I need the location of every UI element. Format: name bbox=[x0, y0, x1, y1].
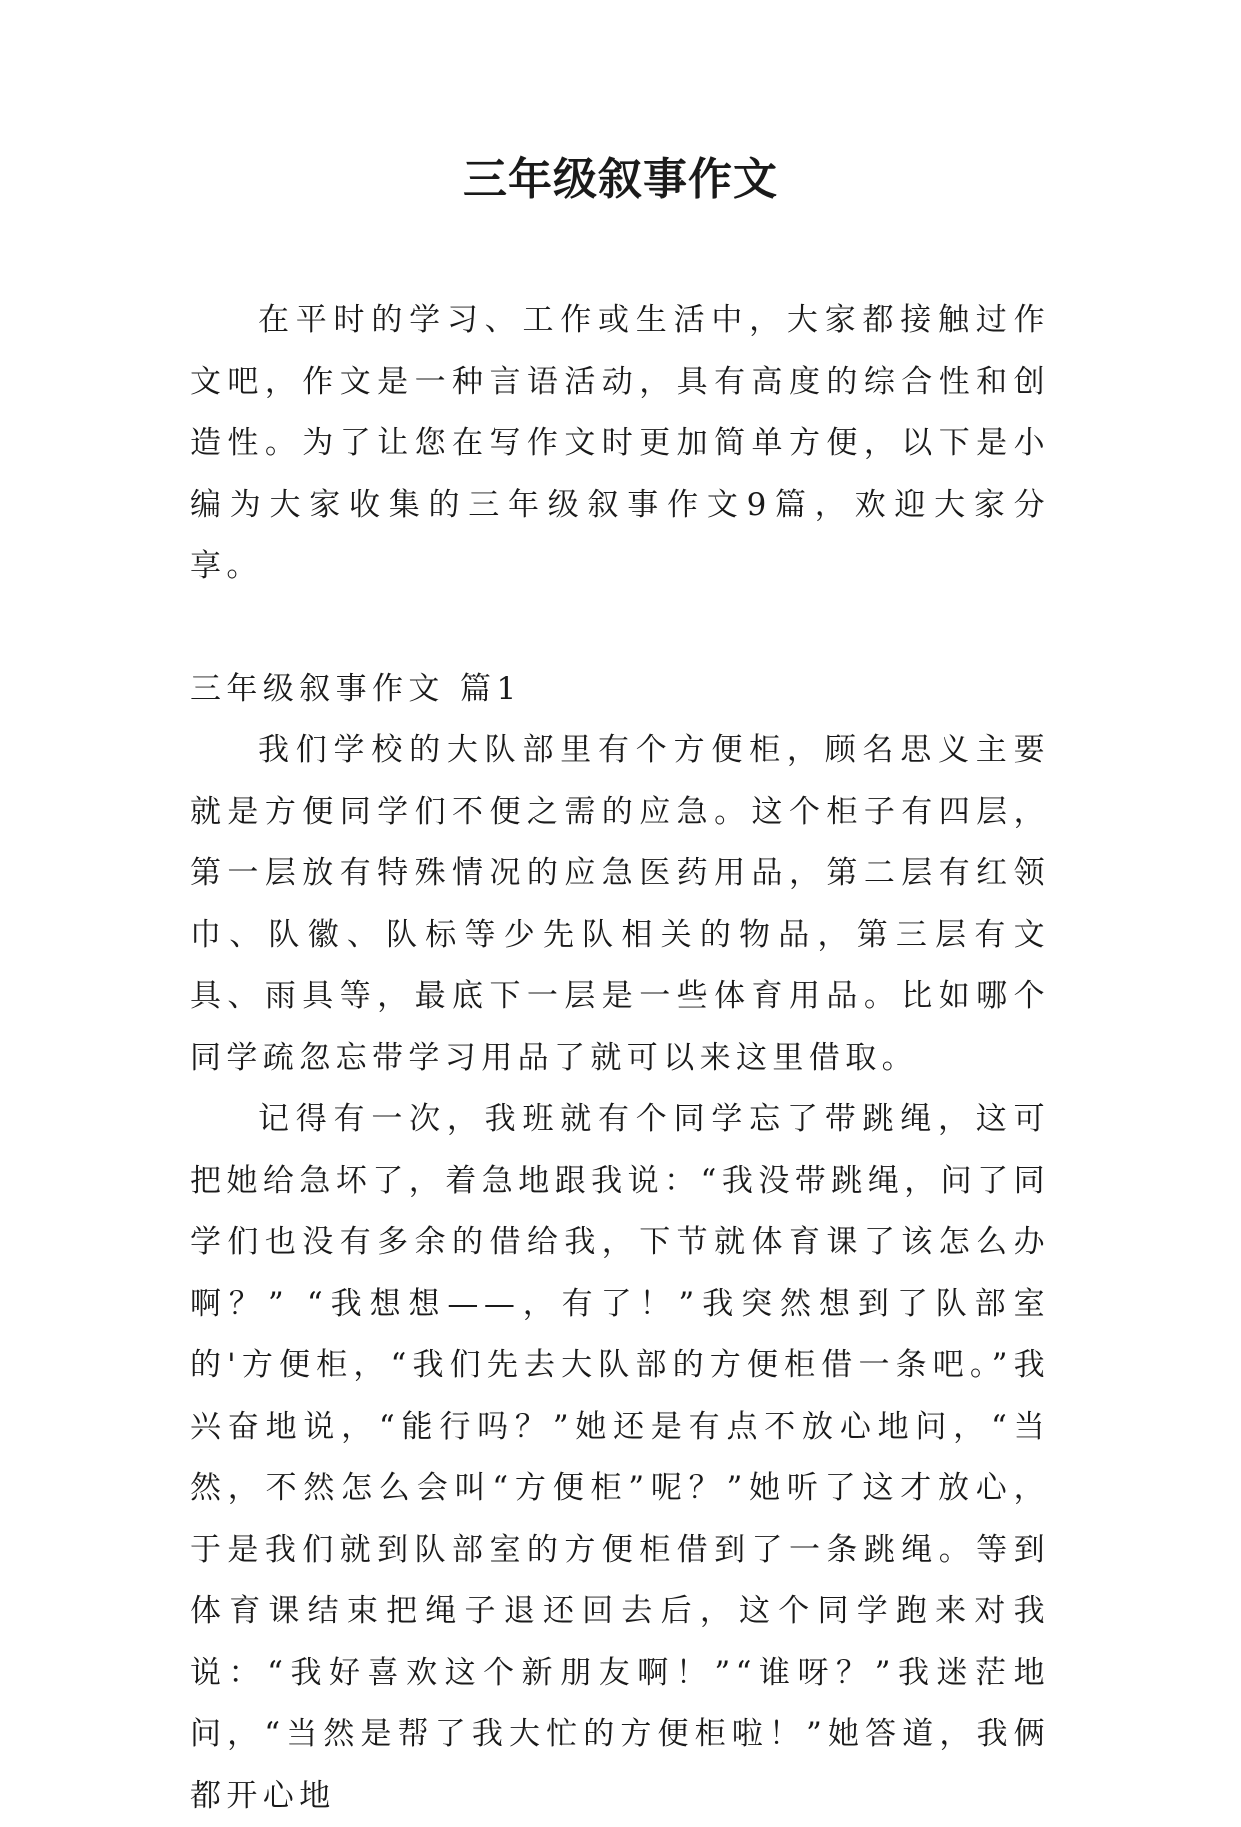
document-title: 三年级叙事作文 bbox=[463, 154, 778, 205]
intro-paragraph: 在平时的学习、工作或生活中，大家都接触过作文吧，作文是一种言语活动，具有高度的综合性和创造性。为了让您在写作文时更加简单方便，以下是小编为大家收集的三年级叙事作文9篇，欢迎大家分享。 bbox=[190, 302, 1050, 584]
body-paragraph-2: 记得有一次，我班就有个同学忘了带跳绳，这可把她给急坏了，着急地跟我说：“我没带跳绳，问了同学们也没有多余的借给我，下节就体育课了该怎么办啊？” “我想想——，有了！”我突然想到了队部室的'方便柜，“我们先去大队部的方便柜借一条吧。”我兴奋地说，“能行吗？”她还是有点不放心地问，“当然，不然怎么会叫“方便柜”呢？”她听了这才放心，于是我们就到队部室的方便柜借到了一条跳绳。等到体育课结束把绳子退还回去后，这个同学跑来对我说：“我好喜欢这个新朋友啊！”“谁呀？”我迷茫地问，“当然是帮了我大忙的方便柜啦！”她答道，我俩都开心地 bbox=[190, 1101, 1050, 1814]
body-paragraph-1: 我们学校的大队部里有个方便柜，顾名思义主要就是方便同学们不便之需的应急。这个柜子有四层，第一层放有特殊情况的应急医药用品，第二层有红领巾、队徽、队标等少先队相关的物品，第三层有文具、雨具等，最底下一层是一些体育用品。比如哪个同学疏忽忘带学习用品了就可以来这里借取。 bbox=[190, 732, 1050, 1076]
section-heading: 三年级叙事作文 篇1 bbox=[190, 670, 522, 707]
paragraph-spacer bbox=[190, 598, 1050, 659]
document-body bbox=[190, 290, 1050, 1827]
